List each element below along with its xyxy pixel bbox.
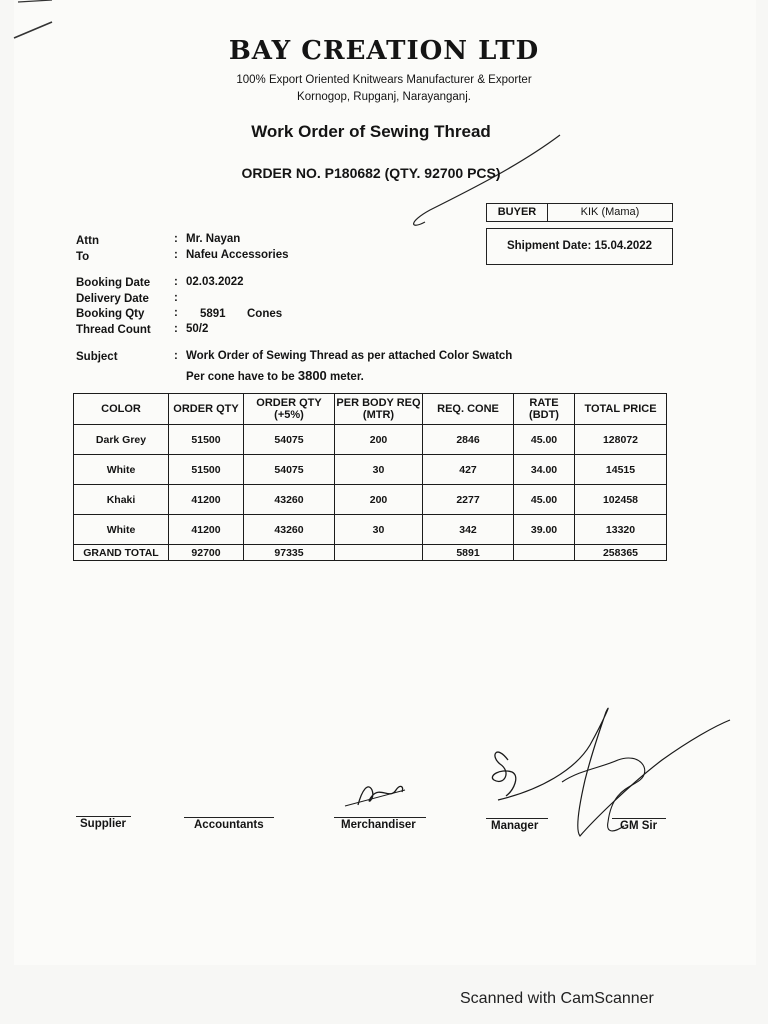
company-tagline: 100% Export Oriented Knitwears Manufacturer & Exporter [236, 74, 532, 86]
attn-label: Attn [76, 235, 99, 247]
cell-order-qty: 41200 [169, 515, 244, 545]
buyer-value: KIK (Mama) [580, 206, 640, 218]
cell-order-qty: 51500 [169, 455, 244, 485]
company-name: BAY CREATION LTD [228, 36, 540, 66]
booking-date-value: 02.03.2022 [186, 276, 244, 288]
cell-req-cone: 342 [423, 515, 514, 545]
cell-per-body-req: 200 [335, 425, 423, 455]
subject-line1: Work Order of Sewing Thread as per attached Color Swatch [186, 350, 513, 362]
attn-value: Mr. Nayan [186, 233, 241, 245]
buyer-label: BUYER [487, 204, 548, 221]
accountants-sign-line [184, 817, 274, 818]
delivery-date-label: Delivery Date [76, 293, 149, 305]
total-req-cone: 5891 [423, 545, 514, 561]
thread-count-label: Thread Count [76, 324, 151, 336]
subject-line2-number: 3800 [297, 368, 327, 383]
cell-rate: 45.00 [514, 425, 575, 455]
cell-order-qty-plus5: 43260 [244, 515, 335, 545]
cell-total-price: 13320 [575, 515, 667, 545]
cell-rate: 45.00 [514, 485, 575, 515]
accountants-label: Accountants [194, 819, 264, 831]
header-req-cone: REQ. CONE [423, 394, 514, 425]
booking-date-colon: : [174, 276, 178, 288]
booking-qty-label: Booking Qty [76, 308, 145, 320]
subject-colon: : [174, 350, 178, 362]
booking-qty-colon: : [174, 307, 178, 319]
to-label: To [76, 251, 90, 263]
merchandiser-sign-line [334, 817, 426, 818]
cell-order-qty: 51500 [169, 425, 244, 455]
cell-color: Dark Grey [74, 425, 169, 455]
to-colon: : [174, 249, 178, 261]
cell-req-cone: 2846 [423, 425, 514, 455]
supplier-label: Supplier [80, 818, 127, 830]
cell-req-cone: 427 [423, 455, 514, 485]
total-order-qty-plus5: 97335 [244, 545, 335, 561]
cell-rate: 34.00 [514, 455, 575, 485]
gm-sign-line [612, 818, 666, 819]
camscanner-footer: Scanned with CamScanner [460, 990, 654, 1007]
header-per-body-req: PER BODY REQ (MTR) [335, 394, 423, 425]
booking-qty-value: 5891 [200, 308, 226, 320]
cell-req-cone: 2277 [423, 485, 514, 515]
order-number: ORDER NO. P180682 (QTY. 92700 PCS) [241, 165, 501, 181]
shipment-date-box: Shipment Date: 15.04.2022 [486, 228, 673, 265]
cell-per-body-req: 30 [335, 515, 423, 545]
cell-color: White [74, 455, 169, 485]
cell-total-price: 14515 [575, 455, 667, 485]
cell-per-body-req: 200 [335, 485, 423, 515]
cell-total-price: 128072 [575, 425, 667, 455]
cell-color: Khaki [74, 485, 169, 515]
header-rate: RATE (BDT) [514, 394, 575, 425]
gm-label: GM Sir [620, 820, 658, 832]
company-address: Kornogop, Rupganj, Narayanganj. [297, 91, 471, 103]
total-label: GRAND TOTAL [74, 545, 169, 561]
booking-qty-unit: Cones [247, 308, 283, 320]
header-order-qty-plus5: ORDER QTY (+5%) [244, 394, 335, 425]
cell-rate: 39.00 [514, 515, 575, 545]
supplier-sign-line [76, 816, 131, 817]
header-color: COLOR [74, 394, 169, 425]
cell-total-price: 102458 [575, 485, 667, 515]
manager-sign-line [486, 818, 548, 819]
attn-colon: : [174, 233, 178, 245]
document-title: Work Order of Sewing Thread [251, 122, 491, 141]
manager-label: Manager [491, 820, 539, 832]
to-value: Nafeu Accessories [186, 249, 289, 261]
cell-color: White [74, 515, 169, 545]
subject-label: Subject [76, 351, 118, 363]
cell-order-qty-plus5: 54075 [244, 455, 335, 485]
cell-order-qty: 41200 [169, 485, 244, 515]
subject-line2-pre: Per cone have to be [186, 371, 295, 383]
header-total-price: TOTAL PRICE [575, 394, 667, 425]
booking-date-label: Booking Date [76, 277, 151, 289]
cell-order-qty-plus5: 54075 [244, 425, 335, 455]
total-order-qty: 92700 [169, 545, 244, 561]
thread-count-value: 50/2 [186, 323, 209, 335]
thread-count-colon: : [174, 323, 178, 335]
merchandiser-label: Merchandiser [341, 819, 416, 831]
delivery-date-colon: : [174, 292, 178, 304]
total-price: 258365 [575, 545, 667, 561]
cell-order-qty-plus5: 43260 [244, 485, 335, 515]
header-order-qty: ORDER QTY [169, 394, 244, 425]
subject-line2-post: meter. [329, 371, 364, 383]
cell-per-body-req: 30 [335, 455, 423, 485]
